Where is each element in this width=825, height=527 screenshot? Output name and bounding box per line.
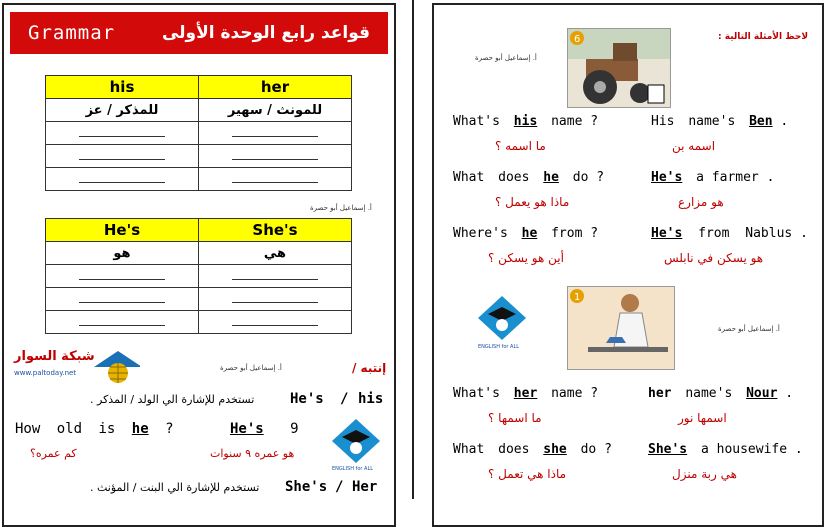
rule-her-line [90,479,385,499]
example-answer [651,170,774,185]
q-word: does [498,170,530,185]
q-word: What's [453,114,500,129]
a-word: a housewife [700,442,788,457]
author-credit-right-2: أ. إسماعيل أبو حصرة [718,325,780,333]
q-word: do ? [580,442,612,457]
example-question-arabic: أين هو يسكن ؟ [488,251,564,265]
example-answer-arabic: اسمه بن [672,139,716,153]
q-word: What [453,170,485,185]
a-word: name's [685,386,733,401]
q-pronoun: he [543,170,559,185]
q-pronoun: his [513,114,538,129]
blank-cell [199,122,352,145]
rule-shes-word: She's [285,479,328,495]
blank-cell [46,288,199,311]
q-word: Where's [453,226,508,241]
a-word: Nablus [745,226,793,241]
site-url: www.paltoday.net [14,369,77,377]
a-key: He's [651,226,683,241]
rule-sep: / [335,479,344,495]
q-word: What [453,442,485,457]
example-question [453,386,598,401]
graduation-cap-icon [330,417,382,465]
blank-cell [199,168,352,191]
a-word: . [766,170,775,185]
graduation-cap-icon [476,294,528,342]
blank-cell [46,311,199,334]
a-word: . [794,442,803,457]
blank-cell [199,265,352,288]
q-word: do ? [572,170,605,185]
a-key: Nour [746,386,778,401]
badge-six: 6 [574,34,581,45]
title-arabic: قواعد رابع الوحدة الأولى [161,23,370,43]
examples-heading: لاحظ الأمثلة التالية : [718,32,809,42]
q-word: from ? [551,226,599,241]
answer-line [230,421,299,437]
his-her-table [45,75,352,191]
example-answer-arabic: هو مزارع [678,195,724,209]
blank-cell [46,265,199,288]
example-question [453,442,612,457]
blank-cell [46,145,199,168]
title-english: Grammar [28,22,116,44]
example-question-arabic: ما اسمها ؟ [488,411,542,425]
author-credit: أ. إسماعيل أبو حصرة [310,204,372,212]
example-question-arabic: ماذا هي تعمل ؟ [488,467,567,481]
example-question [453,170,604,185]
a-key: He's [651,170,683,185]
english-for-all-logo [330,417,382,475]
page-divider [412,0,414,499]
blank-cell [46,122,199,145]
cell-her-example: للمونث / سهير [199,99,352,122]
a-key: She's [648,442,688,457]
cell-his-example: للمذكر / عز [46,99,199,122]
question-line [15,421,215,437]
a-word: her [648,386,672,401]
cell-shes-example: هي [199,242,352,265]
hes-shes-table [45,218,352,334]
example-question-arabic: ما اسمه ؟ [495,139,546,153]
header-his: his [46,76,199,99]
blank-cell [199,288,352,311]
example-question [453,226,598,241]
farmer-tractor-picture [567,28,671,108]
rule-his-desc: تستخدم للإشارة الي الولد / المذكر . [90,393,255,406]
q-mark: ? [165,421,174,437]
answer-arabic: هو عمره ٩ سنوات [210,447,295,460]
rule-his-word: his [358,391,384,407]
example-answer-arabic: اسمها نور [678,411,727,425]
author-credit-2: أ. إسماعيل أبو حصرة [220,364,282,372]
housewife-picture [567,286,675,370]
q-word: old [56,421,83,437]
example-answer [651,226,808,241]
a-word: . [800,226,808,241]
a-word: from [698,226,730,241]
q-word: does [498,442,530,457]
site-name: شبكة السوار [14,349,95,364]
author-credit-right: أ. إسماعيل أبو حصرة [475,54,537,62]
rule-sep: / [340,391,349,407]
header-shes: She's [199,219,352,242]
cell-hes-example: هو [46,242,199,265]
q-word: How [15,421,41,437]
note-label: إنتبه / [352,361,387,375]
example-answer-arabic: هو يسكن في نابلس [664,251,764,265]
rule-her-word: Her [352,479,378,495]
example-question-arabic: ماذا هو يعمل ؟ [495,195,570,209]
q-pronoun: her [513,386,538,401]
example-question [453,114,598,129]
q-pronoun: he [521,226,538,241]
blank-cell [199,145,352,168]
q-word: name ? [551,114,599,129]
site-logo [10,345,140,385]
title-banner [10,12,388,54]
a-word: His [651,114,675,129]
a-word: a farmer [696,170,759,185]
q-pronoun: she [543,442,567,457]
english-for-all-logo-right [476,294,528,354]
header-her: her [199,76,352,99]
a-word: name's [688,114,736,129]
a-word: . [785,386,794,401]
a-word: . [780,114,789,129]
blank-cell [199,311,352,334]
rule-her-desc: تستخدم للإشارة الي البنت / المؤنث . [90,481,260,494]
q-pronoun: he [131,421,149,437]
tractor-icon [568,29,670,107]
rule-hes-word: He's [290,391,324,407]
logo-caption: ENGLISH for ALL [478,344,520,350]
q-word: is [98,421,116,437]
answer-hes: He's [230,421,264,437]
example-answer-arabic: هي ربة منزل [672,467,737,481]
logo-caption: ENGLISH for ALL [332,466,374,472]
question-arabic: كم عمره؟ [30,447,77,460]
blank-cell [46,168,199,191]
a-key: Ben [749,114,773,129]
ironing-icon [568,287,674,369]
q-word: What's [453,386,500,401]
rule-his-line [90,391,385,411]
header-hes: He's [46,219,199,242]
example-answer [648,442,803,457]
badge-one: 1 [574,292,581,303]
q-word: name ? [551,386,599,401]
answer-age: 9 [290,421,299,437]
example-answer [648,386,793,401]
example-answer [651,114,788,129]
